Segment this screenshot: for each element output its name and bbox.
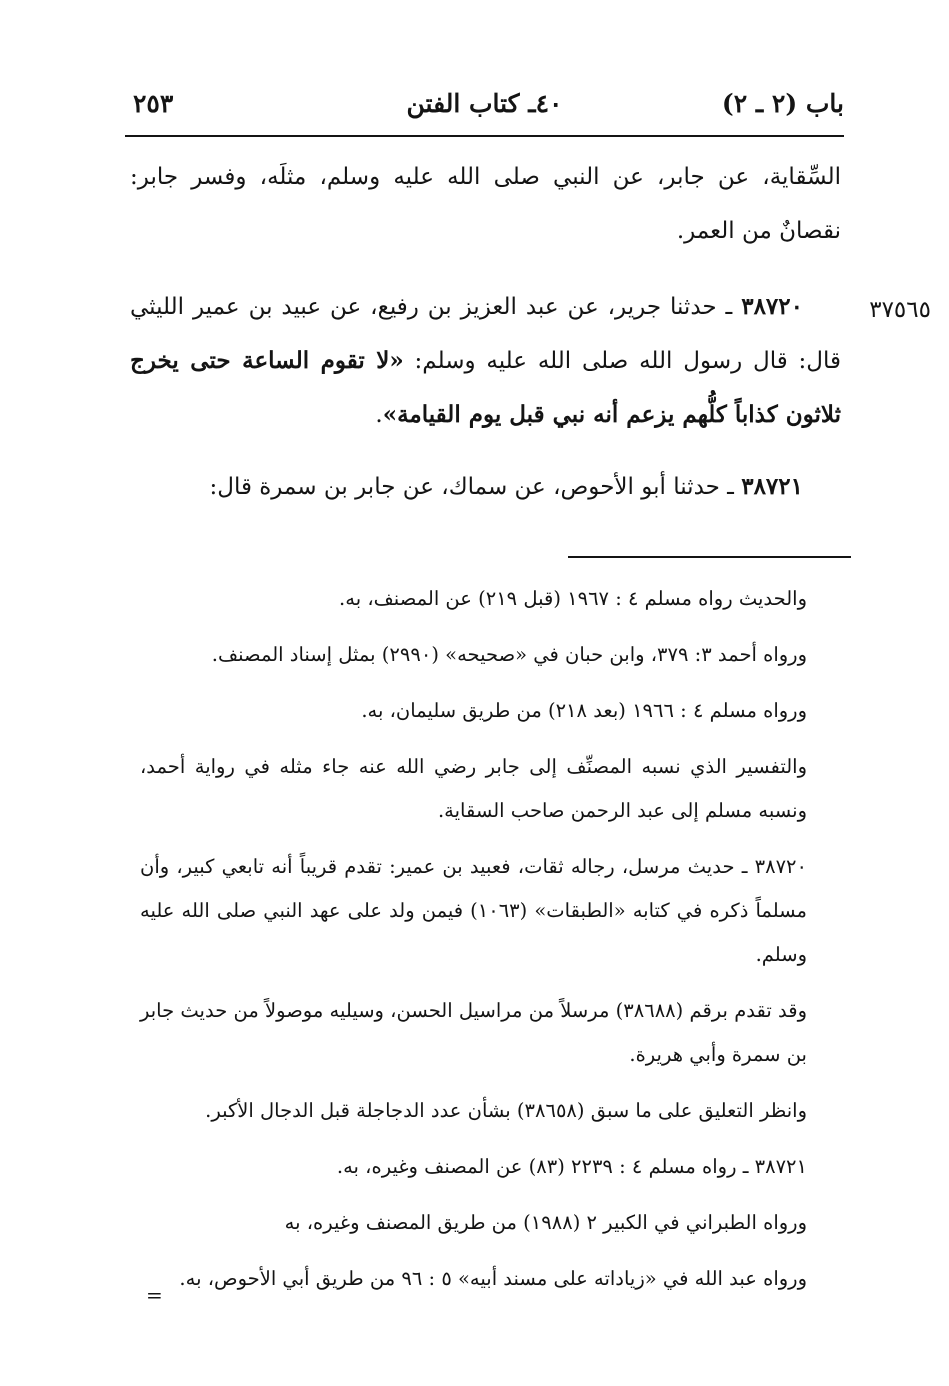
hadith-38721 xyxy=(130,460,841,514)
paragraph-continuation: السِّقاية، عن جابر، عن النبي صلى الله عليه وسلم، مثلَه، وفسر جابر: نقصانٌ من العمر. xyxy=(130,164,841,244)
hadith-matn: «لا تقوم الساعة حتى يخرج ثلاثون كذاباً كلُّهم يزعم أنه نبي قبل يوم القيامة» xyxy=(130,347,841,428)
footnote-line: والحديث رواه مسلم ٤ : ١٩٦٧ (قبل ٢١٩) عن المصنف، به. xyxy=(339,587,807,610)
margin-reference-number: ٣٧٥٦٥ xyxy=(869,297,931,323)
main-text-block-1 xyxy=(130,150,841,258)
header-rule xyxy=(125,135,844,137)
footnote-line: وانظر التعليق على ما سبق (٣٨٦٥٨) بشأن عدد الدجاجلة قبل الدجال الأكبر. xyxy=(205,1099,807,1122)
main-text-block-3 xyxy=(130,460,841,514)
chapter-label: باب (٢ ـ ٢) xyxy=(721,89,844,118)
footnote-line: ٣٨٧٢١ ـ رواه مسلم ٤ : ٢٢٣٩ (٨٣) عن المصنف وغيره، به. xyxy=(336,1155,807,1178)
footnote-line: وقد تقدم برقم (٣٨٦٨٨) مرسلاً من مراسيل الحسن، وسيليه موصولاً من حديث جابر بن سمرة وأبي هريرة. xyxy=(140,999,808,1066)
main-text-block-2 xyxy=(130,280,841,442)
page-number: ٢٥٣ xyxy=(133,89,174,118)
footnote-line: ورواه عبد الله في «زياداته على مسند أبيه» ٥ : ٩٦ من طريق أبي الأحوص، به. xyxy=(179,1267,807,1290)
continuation-mark: = xyxy=(146,1283,163,1307)
hadith-chain: ـ حدثنا جرير، عن عبد العزيز بن رفيع، عن عبيد بن عمير الليثي قال: قال رسول الله صلى الله عليه وسلم: xyxy=(130,294,841,374)
footnotes xyxy=(140,577,851,1313)
hadith-number: ٣٨٧٢٠ xyxy=(741,293,803,320)
footnote-line: والتفسير الذي نسبه المصنِّف إلى جابر رضي الله عنه جاء مثله في رواية أحمد، ونسبه مسلم إلى عبد الرحمن صاحب السقاية. xyxy=(140,755,807,822)
hadith-chain: ـ حدثنا أبو الأحوص، عن سماك، عن جابر بن سمرة قال: xyxy=(209,474,742,500)
book-title: ٤٠ـ كتاب الفتن xyxy=(406,89,563,118)
footnote-line: ورواه مسلم ٤ : ١٩٦٦ (بعد ٢١٨) من طريق سليمان، به. xyxy=(361,699,807,722)
hadith-end: . xyxy=(375,402,383,428)
running-header xyxy=(125,86,844,126)
footnote-separator xyxy=(568,556,851,558)
hadith-number: ٣٨٧٢١ xyxy=(741,473,803,500)
footnote-line: ورواه أحمد ٣: ٣٧٩، وابن حبان في «صحيحه» (٢٩٩٠) بمثل إسناد المصنف. xyxy=(211,643,807,666)
hadith-38720 xyxy=(130,280,841,442)
footnote-line: ٣٨٧٢٠ ـ حديث مرسل، رجاله ثقات، فعبيد بن عمير: تقدم قريباً أنه تابعي كبير، وأن مسلماً ذكره في كتابه «الطبقات» (١٠٦٣) فيمن ولد على عهد النبي صلى الله عليه وسلم. xyxy=(140,855,807,966)
footnote-line: ورواه الطبراني في الكبير ٢ (١٩٨٨) من طريق المصنف وغيره، به xyxy=(284,1211,807,1234)
